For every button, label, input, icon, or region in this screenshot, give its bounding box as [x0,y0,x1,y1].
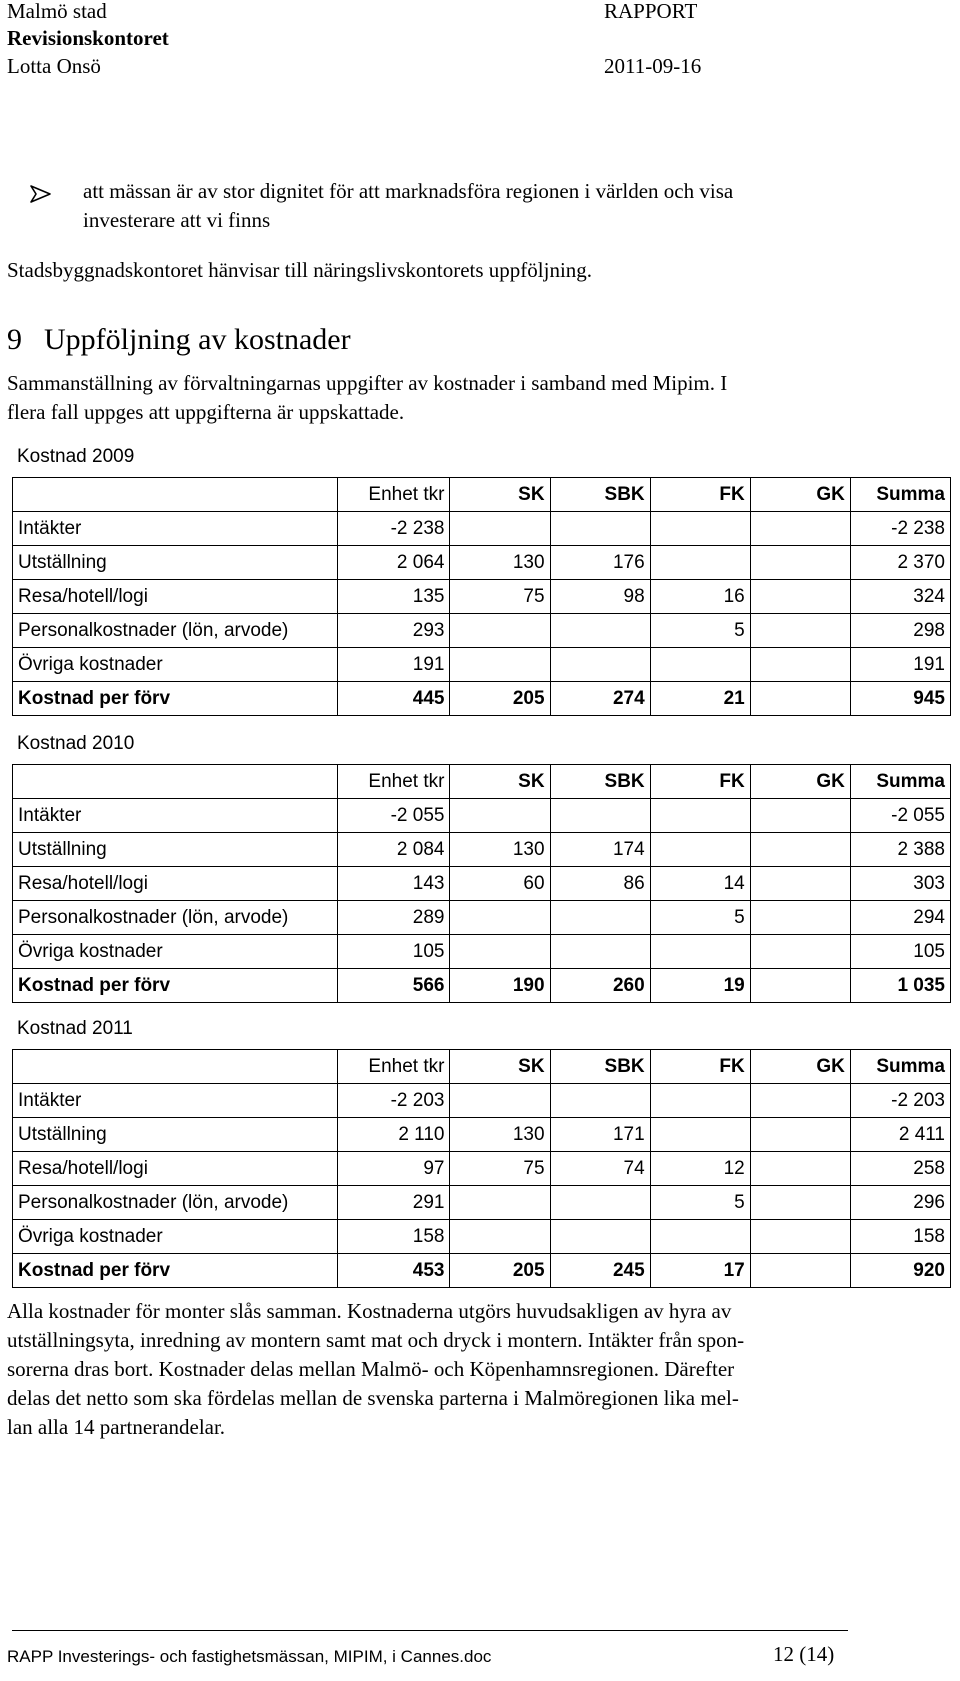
row-label-cell: Intäkter [13,1084,338,1118]
value-cell: 75 [450,1152,550,1186]
bullet-line-2: investerare att vi finns [83,208,271,232]
value-cell [750,969,850,1003]
report-date: 2011-09-16 [604,54,702,78]
value-cell: 74 [550,1152,650,1186]
section-paragraph-line-1: Sammanställning av förvaltningarnas uppgifter av kostnader i samband med Mipim. I [7,371,728,395]
value-cell: 324 [850,580,950,614]
row-label-cell: Utställning [13,546,338,580]
column-header: FK [650,1050,750,1084]
value-cell: 12 [650,1152,750,1186]
row-label-cell: Utställning [13,1118,338,1152]
value-cell [550,648,650,682]
section-heading [7,322,351,358]
table-total-row [13,682,951,716]
value-cell [550,799,650,833]
value-cell [450,935,550,969]
value-cell [550,512,650,546]
row-label-cell: Övriga kostnader [13,648,338,682]
value-cell [550,1186,650,1220]
table-row [13,1152,951,1186]
column-header: Enhet tkr [338,478,450,512]
value-cell [650,833,750,867]
footer-document-name: RAPP Investerings- och fastighetsmässan, MIPIM, i Cannes.doc [7,1647,492,1666]
value-cell [750,648,850,682]
value-cell [750,1118,850,1152]
value-cell [650,546,750,580]
column-header: Enhet tkr [338,765,450,799]
value-cell: 258 [850,1152,950,1186]
value-cell [750,1152,850,1186]
value-cell [650,1084,750,1118]
value-cell: 16 [650,580,750,614]
value-cell: 176 [550,546,650,580]
row-label-cell: Kostnad per förv [13,1254,338,1288]
value-cell [450,512,550,546]
value-cell [550,1084,650,1118]
value-cell: 171 [550,1118,650,1152]
value-cell [650,1118,750,1152]
value-cell [750,799,850,833]
value-cell: 289 [338,901,450,935]
value-cell [450,1220,550,1254]
table-total-row [13,1254,951,1288]
value-cell [750,580,850,614]
value-cell [750,833,850,867]
value-cell: 5 [650,901,750,935]
cost-table-2011 [12,1049,951,1288]
column-header: FK [650,478,750,512]
value-cell: 86 [550,867,650,901]
closing-line-3: sorerna dras bort. Kostnader delas mellan Malmö- och Köpenhamnsregionen. Därefter [7,1357,735,1381]
value-cell: 130 [450,1118,550,1152]
footer-divider [12,1630,848,1631]
value-cell [650,935,750,969]
table-total-row [13,969,951,1003]
value-cell: 291 [338,1186,450,1220]
row-label-cell: Resa/hotell/logi [13,580,338,614]
value-cell [750,1084,850,1118]
value-cell: 5 [650,614,750,648]
bullet-line-1: att mässan är av stor dignitet för att marknadsföra regionen i världen och visa [83,179,734,203]
row-label-cell: Personalkostnader (lön, arvode) [13,901,338,935]
value-cell [650,512,750,546]
row-label-cell: Kostnad per förv [13,969,338,1003]
value-cell: 105 [850,935,950,969]
value-cell: 2 388 [850,833,950,867]
value-cell [750,512,850,546]
column-header: GK [750,478,850,512]
value-cell: 260 [550,969,650,1003]
value-cell [650,799,750,833]
table-row [13,648,951,682]
table-row [13,799,951,833]
value-cell: 205 [450,682,550,716]
value-cell: 14 [650,867,750,901]
table-header-row [13,765,951,799]
table-row [13,935,951,969]
value-cell: 19 [650,969,750,1003]
value-cell [550,1220,650,1254]
row-label-cell: Intäkter [13,512,338,546]
header-cell-blank [13,478,338,512]
column-header: SK [450,765,550,799]
table-row [13,512,951,546]
section-number: 9 [7,323,22,356]
value-cell: 1 035 [850,969,950,1003]
value-cell [750,1186,850,1220]
value-cell [450,1186,550,1220]
table-row [13,1084,951,1118]
value-cell: 445 [338,682,450,716]
closing-line-2: utställningsyta, inredning av montern samt mat och dryck i montern. Intäkter från spon- [7,1328,745,1352]
value-cell: -2 055 [338,799,450,833]
value-cell: 135 [338,580,450,614]
row-label-cell: Resa/hotell/logi [13,1152,338,1186]
value-cell: -2 203 [338,1084,450,1118]
value-cell: 60 [450,867,550,901]
arrow-bullet-icon [30,185,52,203]
table-row [13,901,951,935]
footer-page-number: 12 (14) [773,1642,835,1666]
value-cell: 75 [450,580,550,614]
value-cell: 2 084 [338,833,450,867]
row-label-cell: Kostnad per förv [13,682,338,716]
value-cell [750,867,850,901]
value-cell: -2 055 [850,799,950,833]
value-cell: 296 [850,1186,950,1220]
table-row [13,580,951,614]
section-paragraph-line-2: flera fall uppges att uppgifterna är uppskattade. [7,400,405,424]
value-cell: 5 [650,1186,750,1220]
org-name: Malmö stad [7,0,107,23]
value-cell: 2 064 [338,546,450,580]
value-cell: 245 [550,1254,650,1288]
value-cell [550,901,650,935]
value-cell: 294 [850,901,950,935]
value-cell: 2 110 [338,1118,450,1152]
row-label-cell: Övriga kostnader [13,1220,338,1254]
row-label-cell: Personalkostnader (lön, arvode) [13,1186,338,1220]
column-header: SBK [550,1050,650,1084]
header-cell-blank [13,1050,338,1084]
value-cell: 274 [550,682,650,716]
column-header: GK [750,1050,850,1084]
cost-table-2010 [12,764,951,1003]
value-cell: 98 [550,580,650,614]
value-cell: 566 [338,969,450,1003]
table-header-row [13,478,951,512]
value-cell: 920 [850,1254,950,1288]
value-cell: 158 [338,1220,450,1254]
value-cell [750,901,850,935]
table-caption-2010: Kostnad 2010 [17,733,135,754]
table-row [13,833,951,867]
row-label-cell: Intäkter [13,799,338,833]
column-header: GK [750,765,850,799]
value-cell: 158 [850,1220,950,1254]
value-cell [750,1254,850,1288]
value-cell: 174 [550,833,650,867]
value-cell: 21 [650,682,750,716]
value-cell [750,682,850,716]
value-cell: -2 203 [850,1084,950,1118]
value-cell: 2 411 [850,1118,950,1152]
row-label-cell: Övriga kostnader [13,935,338,969]
intro-line: Stadsbyggnadskontoret hänvisar till näringslivskontorets uppföljning. [7,258,593,282]
value-cell: 303 [850,867,950,901]
column-header: Enhet tkr [338,1050,450,1084]
section-title: Uppföljning av kostnader [44,323,351,356]
author-name: Lotta Onsö [7,54,101,78]
value-cell: -2 238 [850,512,950,546]
value-cell [450,648,550,682]
value-cell: 17 [650,1254,750,1288]
value-cell [450,901,550,935]
value-cell [550,935,650,969]
value-cell [750,935,850,969]
column-header: FK [650,765,750,799]
value-cell: -2 238 [338,512,450,546]
column-header: SBK [550,765,650,799]
cost-table-2009 [12,477,951,716]
table-row [13,867,951,901]
value-cell [450,614,550,648]
row-label-cell: Resa/hotell/logi [13,867,338,901]
table-row [13,1118,951,1152]
value-cell: 293 [338,614,450,648]
value-cell: 298 [850,614,950,648]
table-row [13,614,951,648]
value-cell [650,648,750,682]
value-cell [750,1220,850,1254]
row-label-cell: Utställning [13,833,338,867]
header-cell-blank [13,765,338,799]
table-row [13,1186,951,1220]
closing-line-5: lan alla 14 partnerandelar. [7,1415,226,1439]
table-row [13,1220,951,1254]
value-cell [650,1220,750,1254]
column-header: Summa [850,478,950,512]
column-header: SK [450,478,550,512]
closing-line-4: delas det netto som ska fördelas mellan de svenska parterna i Malmöregionen lika mel- [7,1386,739,1410]
table-row [13,546,951,580]
value-cell [750,614,850,648]
value-cell: 191 [338,648,450,682]
value-cell: 945 [850,682,950,716]
value-cell [550,614,650,648]
value-cell: 191 [850,648,950,682]
value-cell [450,1084,550,1118]
document-type: RAPPORT [604,0,698,23]
department-name: Revisionskontoret [7,26,169,50]
table-caption-2011: Kostnad 2011 [17,1018,133,1039]
row-label-cell: Personalkostnader (lön, arvode) [13,614,338,648]
value-cell [450,799,550,833]
column-header: Summa [850,1050,950,1084]
table-header-row [13,1050,951,1084]
value-cell: 97 [338,1152,450,1186]
closing-line-1: Alla kostnader för monter slås samman. Kostnaderna utgörs huvudsakligen av hyra av [7,1299,732,1323]
value-cell: 143 [338,867,450,901]
value-cell [750,546,850,580]
value-cell: 453 [338,1254,450,1288]
value-cell: 2 370 [850,546,950,580]
column-header: SBK [550,478,650,512]
value-cell: 130 [450,546,550,580]
table-caption-2009: Kostnad 2009 [17,446,135,467]
value-cell: 105 [338,935,450,969]
value-cell: 190 [450,969,550,1003]
value-cell: 205 [450,1254,550,1288]
column-header: Summa [850,765,950,799]
column-header: SK [450,1050,550,1084]
value-cell: 130 [450,833,550,867]
